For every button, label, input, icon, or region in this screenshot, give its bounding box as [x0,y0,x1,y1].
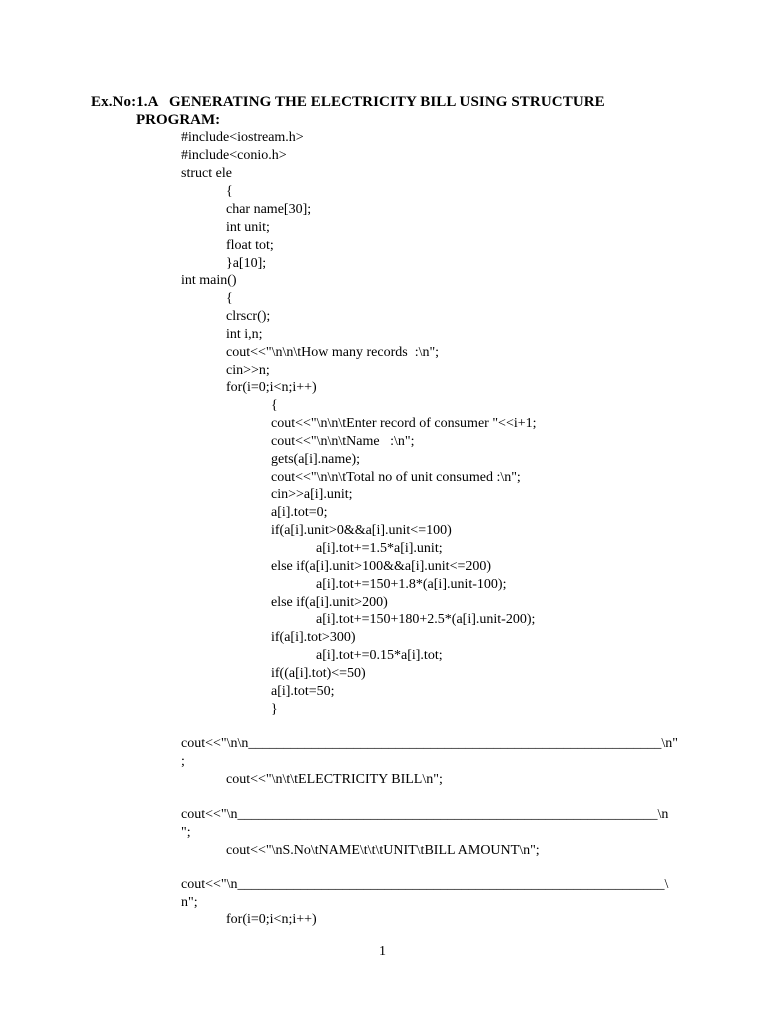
code-line: n"; [181,895,198,910]
code-line: cout<<"\n\n\tName :\n"; [271,434,415,449]
code-line: cout<<"\n_____________________________________________________________\ [181,877,669,892]
code-line: cout<<"\n\t\tELECTRICITY BILL\n"; [226,772,443,787]
code-line: cout<<"\nS.No\tNAME\t\t\tUNIT\tBILL AMOUNT\n"; [226,843,540,858]
code-line: gets(a[i].name); [271,452,361,467]
exercise-number: Ex.No:1.A [91,94,159,110]
code-line: { [271,398,278,413]
code-line: "; [181,825,191,840]
code-line: for(i=0;i<n;i++) [226,380,317,395]
code-line: cout<<"\n\n___________________________________________________________\n" [181,736,678,751]
exercise-heading [91,94,605,111]
code-line: float tot; [226,238,274,253]
code-line: { [226,291,233,306]
code-line: a[i].tot+=150+1.8*(a[i].unit-100); [316,577,507,592]
code-line: #include<conio.h> [181,148,287,163]
code-line: a[i].tot=50; [271,684,335,699]
code-line: a[i].tot+=150+180+2.5*(a[i].unit-200); [316,612,536,627]
code-line: a[i].tot+=1.5*a[i].unit; [316,541,443,556]
code-line: if(a[i].tot>300) [271,630,356,645]
code-line: ; [181,754,185,769]
code-line: #include<iostream.h> [181,130,304,145]
code-line: cout<<"\n\n\tTotal no of unit consumed :\n"; [271,470,521,485]
code-line: clrscr(); [226,309,271,324]
code-line: for(i=0;i<n;i++) [226,912,317,927]
code-line: { [226,184,233,199]
code-line: int main() [181,273,237,288]
code-line: } [271,702,278,717]
code-line: int unit; [226,220,270,235]
code-line: struct ele [181,166,232,181]
code-line: cout<<"\n\n\tEnter record of consumer "<<i+1; [271,416,537,431]
program-label: PROGRAM: [136,112,221,128]
code-line: char name[30]; [226,202,312,217]
code-line: cout<<"\n____________________________________________________________\n [181,807,669,822]
exercise-title: GENERATING THE ELECTRICITY BILL USING STRUCTURE [169,94,605,110]
code-line: cin>>n; [226,363,270,378]
code-line: if(a[i].unit>0&&a[i].unit<=100) [271,523,452,538]
code-line: a[i].tot=0; [271,505,328,520]
code-line: int i,n; [226,327,263,342]
code-line: cout<<"\n\n\tHow many records :\n"; [226,345,440,360]
code-line: a[i].tot+=0.15*a[i].tot; [316,648,443,663]
code-line: if((a[i].tot)<=50) [271,666,366,681]
code-line: else if(a[i].unit>200) [271,595,388,610]
code-line: cin>>a[i].unit; [271,487,353,502]
code-line: else if(a[i].unit>100&&a[i].unit<=200) [271,559,492,574]
code-line: }a[10]; [226,256,267,271]
page-number: 1 [379,944,386,959]
